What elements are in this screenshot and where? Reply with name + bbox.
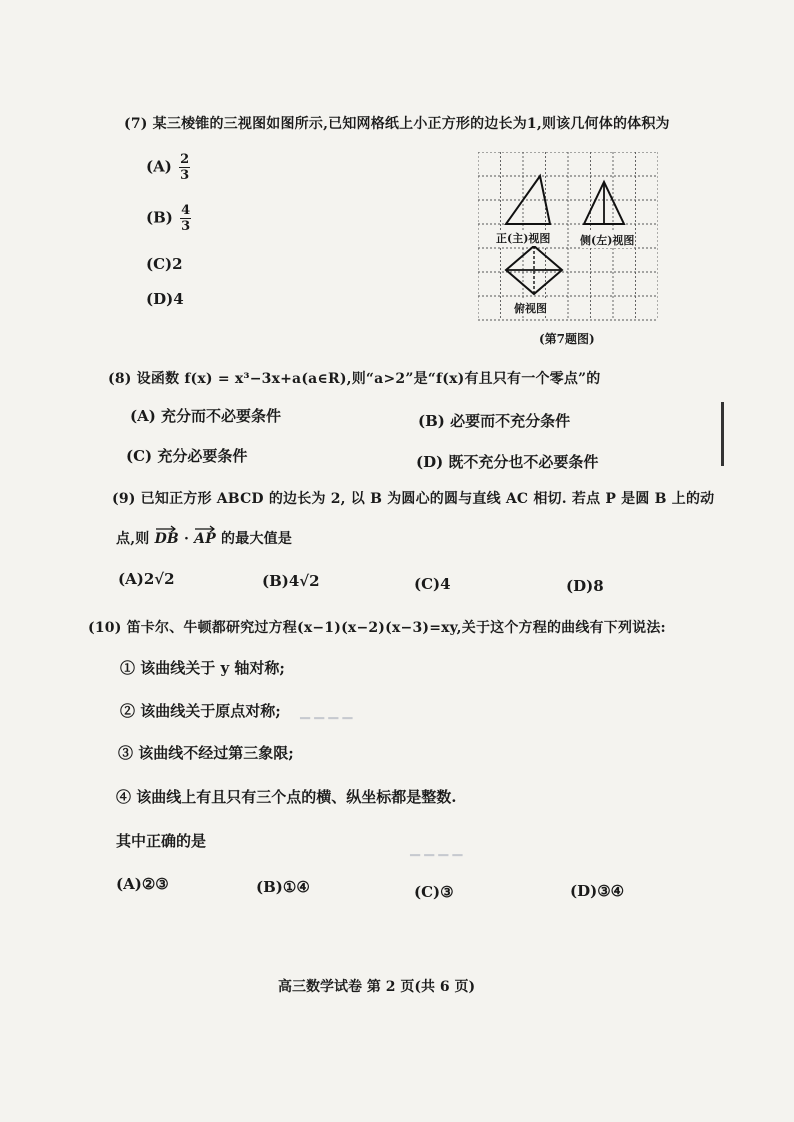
q10-statement-3: ③ 该曲线不经过第三象限; [118, 744, 294, 762]
page-footer: 高三数学试卷 第 2 页(共 6 页) [278, 979, 476, 995]
q8-option-a: (A) 充分而不必要条件 [130, 407, 282, 425]
q10-statement-4: ④ 该曲线上有且只有三个点的横、纵坐标都是整数. [116, 788, 457, 806]
q9-stem-line1: (9) 已知正方形 ABCD 的边长为 2, 以 B 为圆心的圆与直线 AC 相切. 若点 P 是圆 B 上的动 [112, 491, 715, 507]
q7-option-c: (C)2 [146, 255, 183, 273]
q9-option-c: (C)4 [414, 575, 451, 593]
q10-stem: (10) 笛卡尔、牛顿都研究过方程(x−1)(x−2)(x−3)=xy,关于这个方程的曲线有下列说法: [88, 620, 666, 636]
front-view-label: 正(主)视图 [496, 232, 551, 245]
q10-statement-1: ① 该曲线关于 y 轴对称; [120, 659, 285, 677]
q10-prompt: 其中正确的是 [116, 832, 207, 850]
top-view-label: 俯视图 [514, 302, 547, 315]
q7-stem: (7) 某三棱锥的三视图如图所示,已知网格纸上小正方形的边长为1,则该几何体的体积为 [124, 116, 670, 132]
q10-option-d: (D)③④ [570, 882, 625, 900]
q8-option-d: (D) 既不充分也不必要条件 [416, 453, 599, 471]
q10-statement-2: ② 该曲线关于原点对称; [120, 702, 281, 720]
vector-db: DB [155, 531, 179, 547]
q7-option-a: (A) $\frac{2}{3}$ [146, 152, 190, 183]
scan-edge-mark [721, 402, 724, 466]
three-view-figure [478, 152, 658, 324]
q8-option-b: (B) 必要而不充分条件 [418, 412, 571, 430]
q10-option-a: (A)②③ [116, 875, 169, 893]
q10-option-c: (C)③ [414, 883, 454, 901]
vector-arrow-icon [155, 525, 177, 532]
q7-option-b: (B) $\frac{4}{3}$ [146, 203, 191, 234]
fraction: $\frac{2}{3}$ [180, 152, 190, 183]
q9-option-a: (A)2√2 [118, 570, 175, 588]
bleed-through-text: ▁ ▁ ▁ ▁ [410, 842, 463, 857]
q8-stem: (8) 设函数 f(x) = x³−3x+a(a∈R),则“a>2”是“f(x)有且只有一个零点”的 [108, 371, 601, 387]
bleed-through-text: ▁ ▁ ▁ ▁ [300, 705, 353, 720]
q9-stem-line2: 点,则 DB · AP 的最大值是 [116, 528, 292, 548]
vector-arrow-icon [194, 525, 216, 532]
fraction: $\frac{4}{3}$ [181, 203, 191, 234]
q9-option-b: (B)4√2 [262, 572, 320, 590]
side-view-label: 侧(左)视图 [580, 234, 635, 247]
q9-option-d: (D)8 [566, 577, 604, 595]
q7-figure-caption: (第7题图) [539, 332, 595, 346]
q10-option-b: (B)①④ [256, 878, 310, 896]
q7-option-d: (D)4 [146, 290, 184, 308]
q8-option-c: (C) 充分必要条件 [126, 447, 248, 465]
vector-ap: AP [194, 531, 216, 547]
